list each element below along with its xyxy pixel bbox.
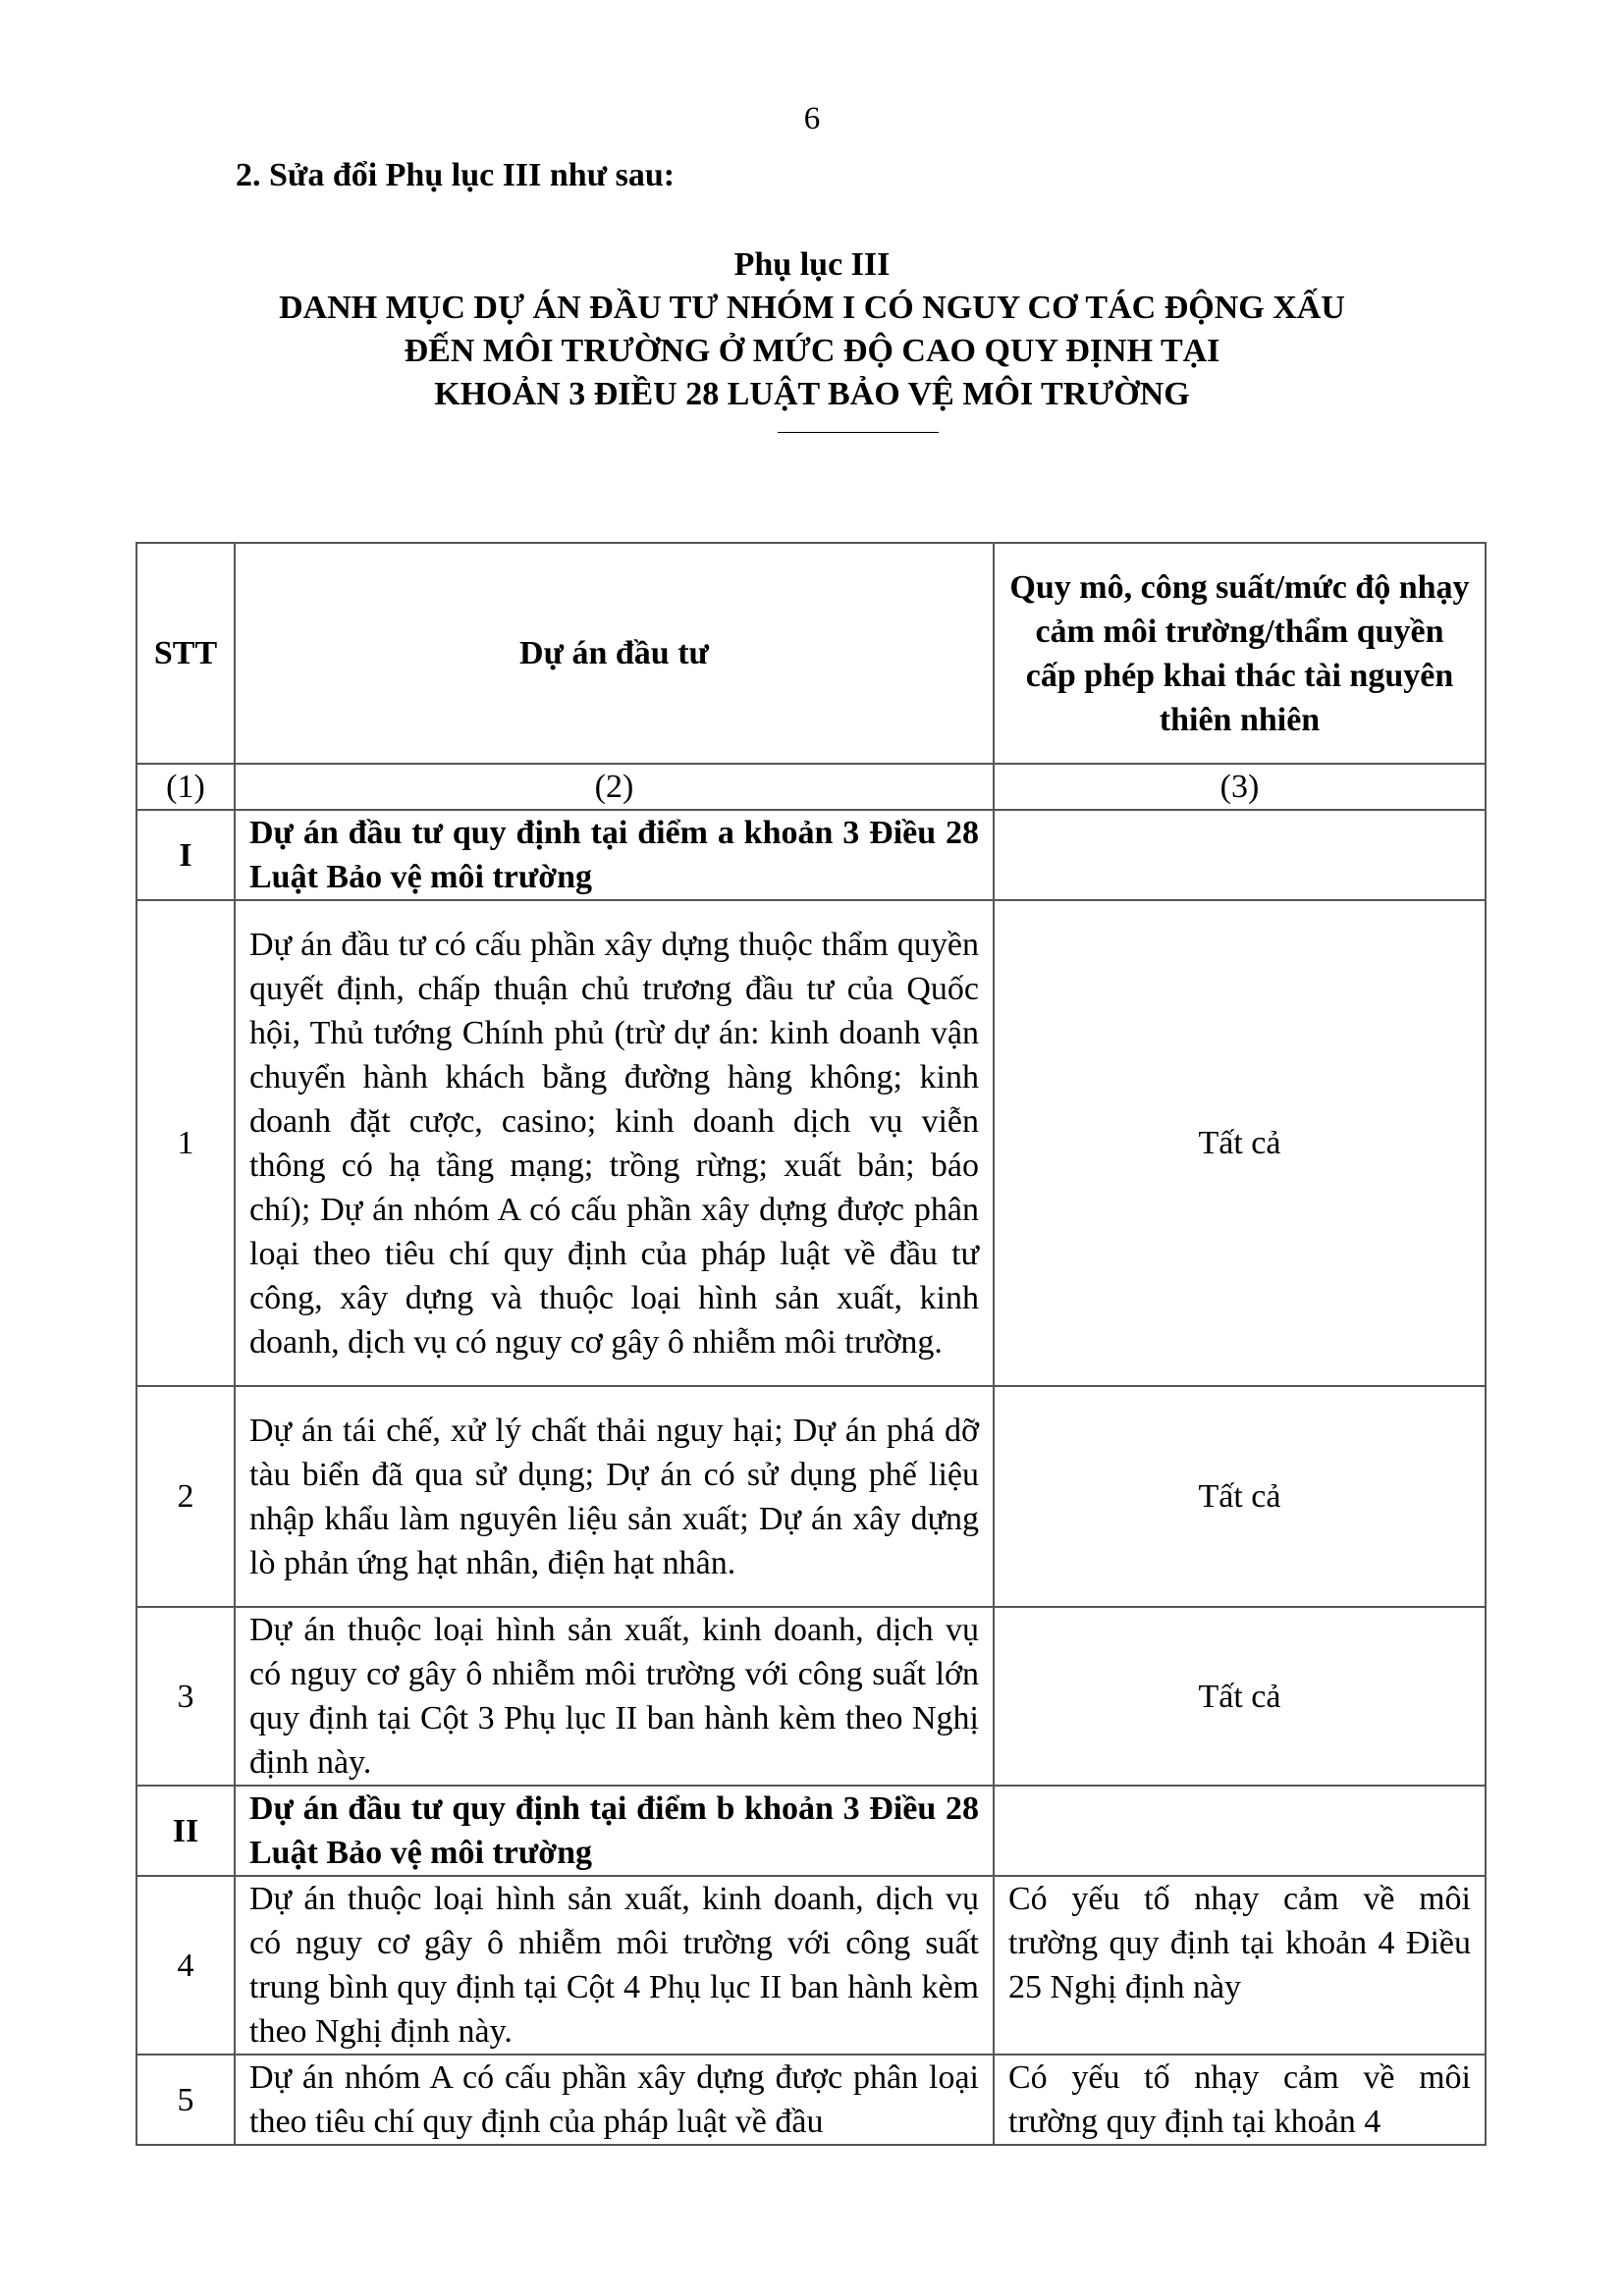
appendix-title-line-2: ĐẾN MÔI TRƯỜNG Ở MỨC ĐỘ CAO QUY ĐỊNH TẠI bbox=[404, 333, 1220, 369]
scale-value: Có yếu tố nhạy cảm về môi trường quy định tại khoản 4 Điều 25 Nghị định này bbox=[994, 1876, 1486, 2055]
section-title: Dự án đầu tư quy định tại điểm a khoản 3 Điều 28 Luật Bảo vệ môi trường bbox=[235, 810, 994, 900]
section-empty-cell bbox=[994, 810, 1486, 900]
scale-value: Tất cả bbox=[994, 1607, 1486, 1786]
header-scale: Quy mô, công suất/mức độ nhạy cảm môi trường/thẩm quyền cấp phép khai thác tài nguyên thiên nhiên bbox=[994, 543, 1486, 764]
appendix-label: Phụ lục III bbox=[733, 246, 891, 283]
table-row bbox=[136, 1386, 1486, 1607]
table-header-row bbox=[136, 543, 1486, 764]
section-empty-cell bbox=[994, 1786, 1486, 1876]
row-number: 2 bbox=[136, 1386, 235, 1607]
row-number: 4 bbox=[136, 1876, 235, 2055]
scale-value: Có yếu tố nhạy cảm về môi trường quy định tại khoản 4 bbox=[994, 2055, 1486, 2145]
header-project: Dự án đầu tư bbox=[235, 543, 994, 764]
section-title: Dự án đầu tư quy định tại điểm b khoản 3 Điều 28 Luật Bảo vệ môi trường bbox=[235, 1786, 994, 1876]
section-number: II bbox=[136, 1786, 235, 1876]
scale-value: Tất cả bbox=[994, 900, 1486, 1386]
project-description: Dự án tái chế, xử lý chất thải nguy hại; Dự án phá dỡ tàu biển đã qua sử dụng; Dự án có sử dụng phế liệu nhập khẩu làm nguyên liệu sản xuất; Dự án xây dựng lò phản ứng hạt nhân, điện hạt nhân. bbox=[235, 1386, 994, 1607]
appendix-title-line-1: DANH MỤC DỰ ÁN ĐẦU TƯ NHÓM I CÓ NGUY CƠ TÁC ĐỘNG XẤU bbox=[279, 290, 1345, 326]
row-number: 5 bbox=[136, 2055, 235, 2145]
project-description: Dự án thuộc loại hình sản xuất, kinh doanh, dịch vụ có nguy cơ gây ô nhiễm môi trường với công suất trung bình quy định tại Cột 4 Phụ lục II ban hành kèm theo Nghị định này. bbox=[235, 1876, 994, 2055]
table-row bbox=[136, 1607, 1486, 1786]
column-number-row bbox=[136, 764, 1486, 810]
scale-value: Tất cả bbox=[994, 1386, 1486, 1607]
table-row bbox=[136, 1876, 1486, 2055]
section-number: I bbox=[136, 810, 235, 900]
row-number: 1 bbox=[136, 900, 235, 1386]
appendix-title-block bbox=[0, 243, 1624, 416]
header-stt: STT bbox=[136, 543, 235, 764]
column-number: (3) bbox=[994, 764, 1486, 810]
appendix-title-line-3: KHOẢN 3 ĐIỀU 28 LUẬT BẢO VỆ MÔI TRƯỜNG bbox=[434, 376, 1190, 412]
title-divider bbox=[778, 432, 939, 433]
amendment-heading: 2. Sửa đổi Phụ lục III như sau: bbox=[236, 157, 676, 193]
section-row bbox=[136, 810, 1486, 900]
project-description: Dự án nhóm A có cấu phần xây dựng được phân loại theo tiêu chí quy định của pháp luật về đầu bbox=[235, 2055, 994, 2145]
column-number: (2) bbox=[235, 764, 994, 810]
row-number: 3 bbox=[136, 1607, 235, 1786]
project-list-table bbox=[135, 542, 1487, 2146]
section-row bbox=[136, 1786, 1486, 1876]
column-number: (1) bbox=[136, 764, 235, 810]
table-row bbox=[136, 2055, 1486, 2145]
project-description: Dự án đầu tư có cấu phần xây dựng thuộc thẩm quyền quyết định, chấp thuận chủ trương đầu tư của Quốc hội, Thủ tướng Chính phủ (trừ dự án: kinh doanh vận chuyển hành khách bằng đường hàng không; kinh doanh đặt cược, casino; kinh doanh dịch vụ viễn thông có hạ tầng mạng; trồng rừng; xuất bản; báo chí); Dự án nhóm A có cấu phần xây dựng được phân loại theo tiêu chí quy định của pháp luật về đầu tư công, xây dựng và thuộc loại hình sản xuất, kinh doanh, dịch vụ có nguy cơ gây ô nhiễm môi trường. bbox=[235, 900, 994, 1386]
page-number: 6 bbox=[803, 101, 821, 136]
table-row bbox=[136, 900, 1486, 1386]
project-description: Dự án thuộc loại hình sản xuất, kinh doanh, dịch vụ có nguy cơ gây ô nhiễm môi trường với công suất lớn quy định tại Cột 3 Phụ lục II ban hành kèm theo Nghị định này. bbox=[235, 1607, 994, 1786]
